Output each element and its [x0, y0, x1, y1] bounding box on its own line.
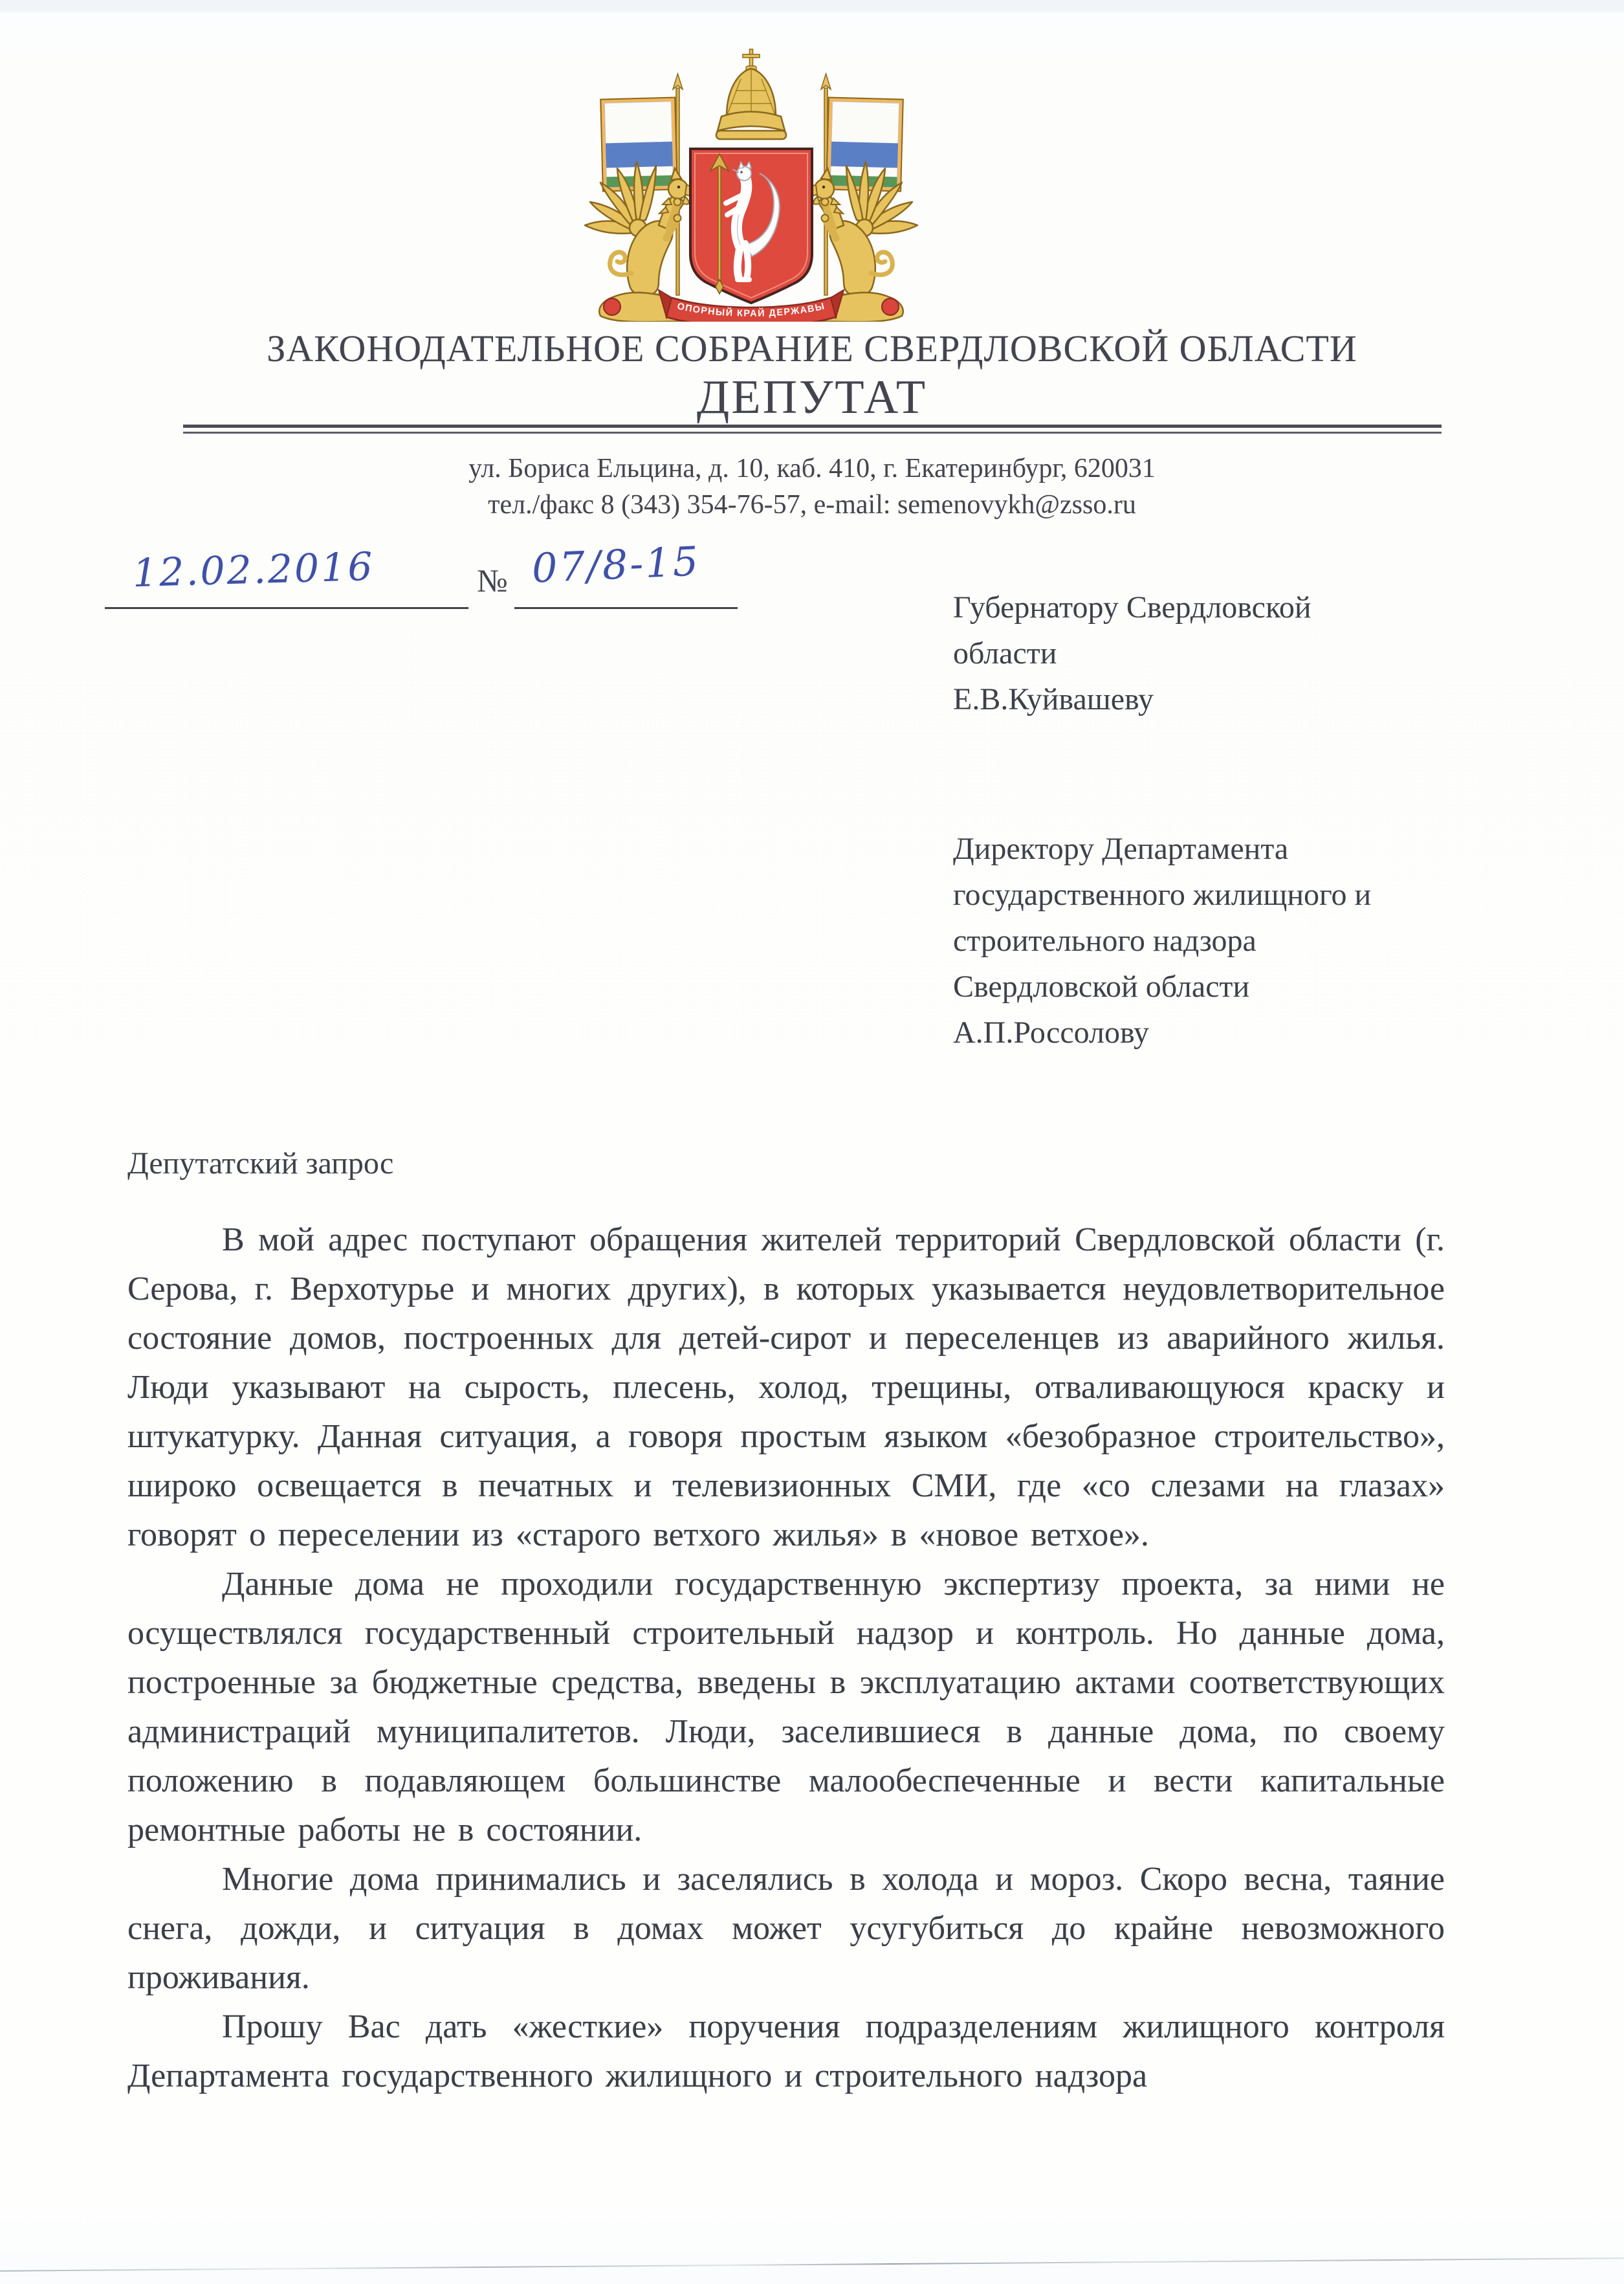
rosette-right-icon [882, 298, 899, 315]
body-paragraph: В мой адрес поступают обращения жителей территорий Свердловской области (г. Серова, г. Верхотурье и многих других), в которых указывается неудовлетворительное состояние домов, построенных для детей-сирот и переселенцев из аварийного жилья. Люди указывают на сырость, плесень, холод, трещины, отваливающуюся краску и штукатурку. Данная ситуация, а говоря простым языком «безобразное строительство», широко освещается в печатных и телевизионных СМИ, где «со слезами на глазах» говорят о переселении из «старого ветхого жилья» в «новое ветхое». [127, 1221, 1445, 1553]
body-paragraph: Многие дома принимались и заселялись в холода и мороз. Скоро весна, таяние снега, дожди, и ситуация в домах может усугубиться до крайне невозможного проживания. [127, 1861, 1445, 1996]
recipient-line: государственного жилищного и [953, 878, 1372, 912]
recipient-line: Свердловской области [953, 970, 1250, 1004]
recipient-line: А.П.Россолову [953, 1015, 1149, 1050]
date-underline [105, 607, 468, 609]
recipient-line: Губернатору Свердловской [953, 590, 1311, 625]
scan-line-artifact [0, 2257, 1624, 2272]
coat-of-arms [576, 40, 938, 322]
handwritten-date: 12.02.2016 [132, 544, 375, 597]
recipient-governor [953, 584, 1535, 722]
body-paragraph: Данные дома не проходили государственную экспертизу проекта, за ними не осуществлялся государственный строительный надзор и контроль. Но данные дома, построенные за бюджетные средства, введены в эксплуатацию актами соответствующих администраций муниципалитетов. Люди, заселившиеся в данные дома, по своему положению в подавляющем большинстве малообеспеченные и вести капитальные ремонтные работы не в состоянии. [127, 1566, 1445, 1848]
crown-icon [716, 49, 786, 139]
letter-body [127, 1215, 1445, 2101]
letterhead-role: ДЕПУТАТ [696, 371, 928, 424]
address-line: ул. Бориса Ельцина, д. 10, каб. 410, г. Екатеринбург, 620031 [468, 454, 1156, 483]
header-rule-bottom [183, 432, 1442, 434]
number-underline [514, 607, 738, 609]
coat-of-arms-icon [576, 40, 938, 322]
recipient-line: области [953, 636, 1057, 671]
number-sign: № [477, 562, 508, 599]
organization-name: ЗАКОНОДАТЕЛЬНОЕ СОБРАНИЕ СВЕРДЛОВСКОЙ ОБЛАСТИ [267, 327, 1357, 370]
recipient-director [953, 826, 1535, 1056]
recipient-line: Е.В.Куйвашеву [953, 682, 1154, 716]
body-paragraph: Прошу Вас дать «жесткие» поручения подразделениям жилищного контроля Департамента государственного жилищного и строительного надзора [127, 2008, 1445, 2094]
recipient-line: строительного надзора [953, 924, 1256, 958]
contact-line: тел./факс 8 (343) 354-76-57, e-mail: semenovykh@zsso.ru [488, 490, 1136, 520]
document-subject: Депутатский запрос [127, 1146, 394, 1181]
recipient-line: Директору Департамента [953, 832, 1289, 866]
rosette-left-icon [604, 298, 620, 315]
header-rule-top [183, 425, 1442, 428]
scan-edge-artifact [0, 0, 1624, 12]
motto-text: ОПОРНЫЙ КРАЙ ДЕРЖАВЫ [675, 301, 826, 319]
handwritten-number: 07/8-15 [531, 537, 701, 592]
